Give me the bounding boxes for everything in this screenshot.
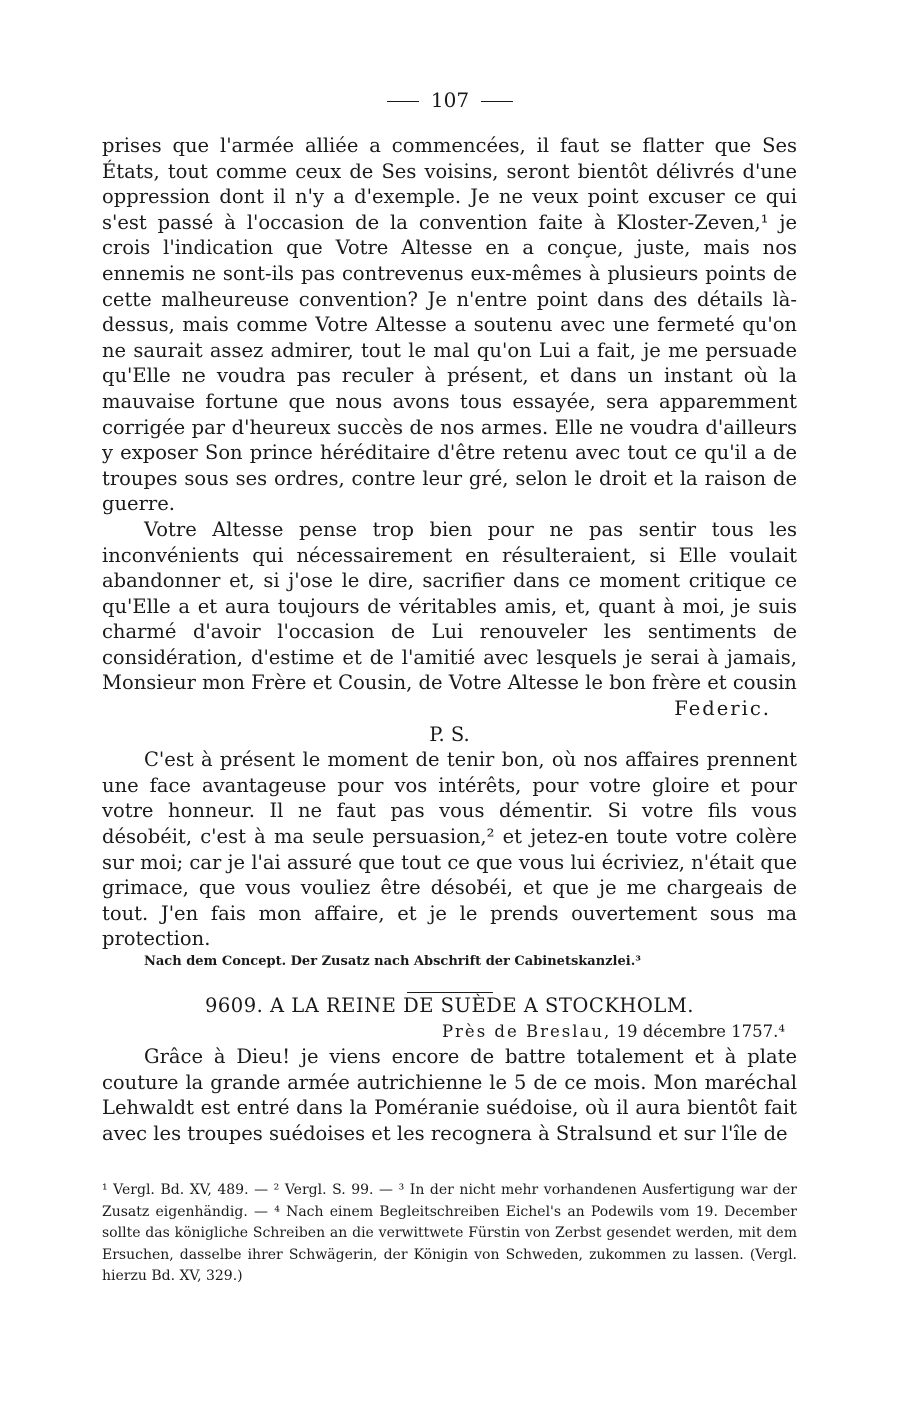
left-dash <box>387 101 419 102</box>
closing-paragraph: Votre Altesse pense trop bien pour ne pas sentir tous les inconvénients qui nécessairement en résulteraient, si Elle voulait abandonner et, si j'ose le dire, sacrifier dans ce moment critique ce qu'Elle a et aura toujours de véritables amis, et, quant à moi, je suis charmé d'avoir l'occasion de Lui renouveler les sentiments de considération, d'estime et de l'amitié avec lesquels je serai à jamais, Monsieur mon Frère et Cousin, de Votre Altesse le bon frère et cousin <box>102 517 797 695</box>
page-number: 107 <box>430 88 470 112</box>
letter-body: Grâce à Dieu! je viens encore de battre totalement et à plate couture la grande armée autrichienne le 5 de ce mois. Mon maréchal Lehwaldt est entré dans la Poméranie suédoise, où il aura bientôt fait avec les troupes suédoises et les recognera à Stralsund et sur l'île de <box>102 1045 797 1145</box>
source-note: Nach dem Concept. Der Zusatz nach Abschrift der Cabinetskanzlei.³ <box>144 954 641 969</box>
body-text <box>102 133 797 1147</box>
page-number-line <box>0 88 900 112</box>
postscript-text: C'est à présent le moment de tenir bon, où nos affaires prennent une face avantageuse pour vos intérêts, pour votre gloire et pour votre honneur. Il ne faut pas vous démentir. Si votre fils vous désobéit, c'est à ma seule persuasion,² et jetez-en toute votre colère sur moi; car je l'ai assuré que tout ce que vous lui écriviez, n'était que grimace, que vous vouliez être désobéi, et que je me chargeais de tout. J'en fais mon affaire, et je le prends ouvertement sous ma protection. <box>102 748 797 951</box>
footnotes: ¹ Vergl. Bd. XV, 489. — ² Vergl. S. 99. — ³ In der nicht mehr vorhandenen Ausfertigung war der Zusatz eigenhändig. — ⁴ Nach einem Begleitschreiben Eichel's an Podewils vom 19. December sollte das königliche Schreiben an die verwittwete Fürstin von Zerbst gesendet werden, mit dem Ersuchen, dasselbe ihrer Schwägerin, der Königin von Schweden, zukommen zu lassen. (Vergl. hierzu Bd. XV, 329.) <box>102 1182 797 1285</box>
right-dash <box>481 101 513 102</box>
continuation-paragraph: prises que l'armée alliée a commencées, il faut se flatter que Ses États, tout comme ceux de Ses voisins, seront bientôt délivrés d'une oppression dont il n'y a d'exemple. Je ne veux point excuser ce qui s'est passé à l'occasion de la convention faite à Kloster-Zeven,¹ je crois l'indication que Votre Altesse en a conçue, juste, mais nos ennemis ne sont-ils pas contrevenus eux-mêmes à plusieurs points de cette malheureuse convention? Je n'entre point dans des détails là-dessus, mais comme Votre Altesse a soutenu avec une fermeté qu'on ne saurait assez admirer, tout le mal qu'on Lui a fait, je me persuade qu'Elle ne voudra pas reculer à présent, et dans un instant où la mauvaise fortune que nous avons tous essayée, sera apparemment corrigée par d'heureux succès de nos armes. Elle ne voudra d'ailleurs y exposer Son prince héréditaire d'être retenu avec tout ce qu'il a de troupes sous ses ordres, contre leur gré, selon le droit et la raison de guerre. <box>102 134 797 516</box>
dateline <box>102 1019 797 1045</box>
letter-heading: 9609. A LA REINE DE SUÈDE A STOCKHOLM. <box>204 994 695 1017</box>
dateline-place: Près de Breslau, <box>441 1021 612 1041</box>
signature: Federic. <box>674 697 771 721</box>
postscript-heading: P. S. <box>429 722 470 746</box>
dateline-date: 19 décembre 1757.⁴ <box>616 1021 785 1041</box>
